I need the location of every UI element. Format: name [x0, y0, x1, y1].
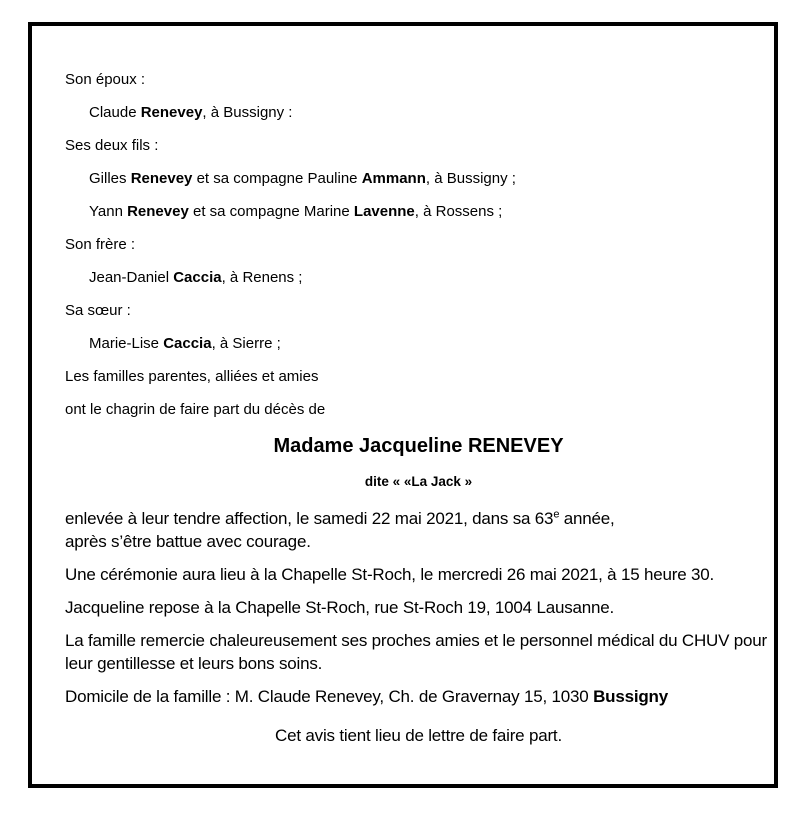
text-segment: Son époux : [65, 71, 146, 88]
family-surname: Renevey [130, 170, 193, 187]
family-surname: Caccia [163, 335, 212, 352]
text-segment: année, [559, 509, 615, 528]
text-segment: , à Bussigny : [202, 104, 293, 121]
family-line-spouse [65, 103, 772, 123]
text-segment: Jean-Daniel [89, 269, 174, 286]
text-segment: ont le chagrin de faire part du décès de [65, 401, 326, 418]
obituary-content [32, 26, 774, 747]
thanks-paragraph: La famille remercie chaleureusement ses proches amies et le personnel médical du CHUV pour leur gentillesse et leurs bons soins. [65, 631, 768, 673]
text-segment: Sa sœur : [65, 302, 131, 319]
family-line-sister [65, 334, 772, 354]
text-segment: , à Bussigny ; [425, 170, 516, 187]
family-surname: Renevey [140, 104, 203, 121]
death-announcement-paragraph [65, 507, 772, 553]
repose-info-paragraph: Jacqueline repose à la Chapelle St-Roch, rue St-Roch 19, 1004 Lausanne. [65, 598, 615, 617]
address-city-bold: Bussigny [593, 687, 668, 706]
family-surname: Renevey [127, 203, 189, 220]
deceased-nickname: dite « «La Jack » [364, 474, 473, 489]
text-segment: Yann [89, 203, 128, 220]
family-line-grief [65, 400, 772, 420]
family-surname: Caccia [173, 269, 222, 286]
text-segment: Gilles [89, 170, 131, 187]
text-segment: et sa compagne Marine [188, 203, 354, 220]
text-segment: et sa compagne Pauline [192, 170, 362, 187]
text-segment: , à Sierre ; [211, 335, 281, 352]
family-address-paragraph [65, 685, 772, 708]
text-segment: , à Rossens ; [414, 203, 503, 220]
text-segment: Domicile de la famille : M. Claude Renevey, Ch. de Gravernay 15, 1030 [65, 687, 594, 706]
family-list [65, 70, 772, 420]
ordinal-superscript: e [553, 508, 560, 521]
family-line-relation [65, 136, 772, 156]
closing-note: Cet avis tient lieu de lettre de faire part. [275, 726, 562, 745]
text-segment: , à Renens ; [221, 269, 303, 286]
family-line-son [65, 169, 772, 189]
text-segment: après s’être battue avec courage. [65, 532, 311, 551]
ceremony-info-paragraph: Une cérémonie aura lieu à la Chapelle St-Roch, le mercredi 26 mai 2021, à 15 heure 30. [65, 565, 715, 584]
family-line-brother [65, 268, 772, 288]
family-line-families [65, 367, 772, 387]
text-segment: Claude [89, 104, 141, 121]
family-surname: Ammann [361, 170, 426, 187]
family-line-relation [65, 70, 772, 90]
family-surname: Lavenne [353, 203, 415, 220]
text-segment: Son frère : [65, 236, 136, 253]
family-line-son [65, 202, 772, 222]
text-segment: enlevée à leur tendre affection, le samedi 22 mai 2021, dans sa 63 [65, 509, 554, 528]
family-line-relation [65, 301, 772, 321]
text-segment: Marie-Lise [89, 335, 164, 352]
text-segment: Ses deux fils : [65, 137, 159, 154]
obituary-document [28, 22, 778, 788]
deceased-name: Madame Jacqueline RENEVEY [273, 435, 564, 457]
text-segment: Les familles parentes, alliées et amies [65, 368, 319, 385]
family-line-relation [65, 235, 772, 255]
